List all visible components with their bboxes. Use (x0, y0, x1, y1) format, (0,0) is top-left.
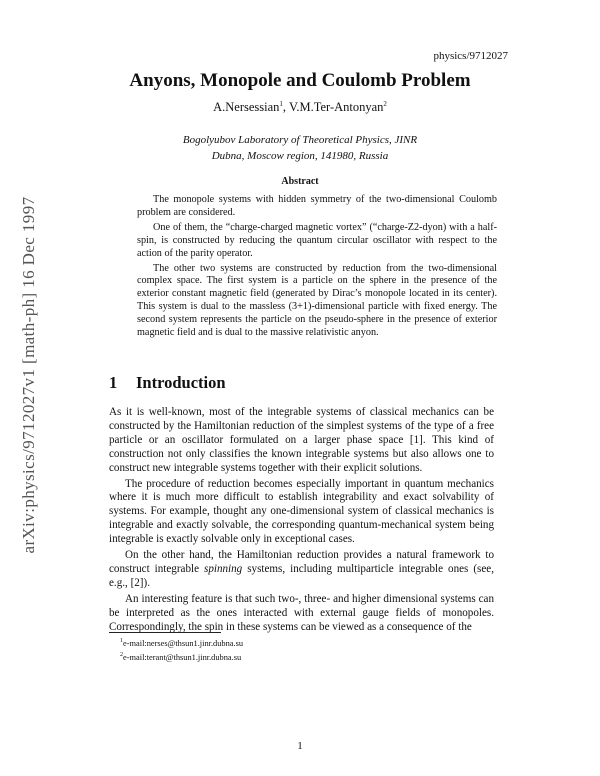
footnote-marker: 1 (279, 100, 283, 108)
paper-title: Anyons, Monopole and Coulomb Problem (129, 70, 471, 91)
page-number: 1 (297, 740, 303, 752)
abstract-paragraph: The monopole systems with hidden symmetry of the two-dimensional Coulomb problem are considered. (137, 194, 497, 218)
body-paragraph (109, 549, 494, 591)
abstract-paragraph: One of them, the “charge-charged magnetic vortex” (“charge-Z2-dyon) with a half-spin, is constructed by reducing the quantum circular oscillator with respect to the action of the parity operator. (137, 221, 497, 259)
author-name: A.Nersessian (213, 100, 280, 115)
footnote-mark: 2 (120, 651, 123, 658)
section-title: Introduction (136, 373, 226, 392)
emphasized-term: spinning (204, 562, 243, 575)
footnote (120, 636, 243, 650)
author-list (0, 100, 600, 115)
body-text-run: On the other hand, the Hamiltonian reduction provides a natural framework to construct integrable (109, 549, 494, 575)
affiliation-line: Bogolyubov Laboratory of Theoretical Physics, JINR (182, 134, 418, 146)
footnote (120, 650, 243, 664)
abstract-paragraph: The other two systems are constructed by reduction from the two-dimensional complex space. The first system is a particle on the sphere in the presence of the exterior constant magnetic field (generated by Dirac’s monopole located in its center). This system is dual to the massless (3+1)-dimensional particle with fixed energy. The second system represents the particle on the pseudo-sphere in the presence of exterior magnetic field and is dual to the massive relativistic anyon. (137, 262, 497, 339)
body-paragraph: An interesting feature is that such two-, three- and higher dimensional systems can be interpreted as the ones interacted with external gauge fields of monopoles. Correspondingly, the spin in these systems can be viewed as a consequence of the (109, 592, 494, 633)
footnote-email: e-mail:nerses@thsun1.jinr.dubna.su (123, 638, 244, 648)
section-number: 1 (109, 373, 118, 392)
section-heading (109, 373, 226, 393)
footnote-email: e-mail:terant@thsun1.jinr.dubna.su (123, 652, 242, 662)
body-text (109, 406, 494, 637)
footnote-marker: 2 (383, 100, 387, 108)
affiliation-line: Dubna, Moscow region, 141980, Russia (211, 150, 389, 162)
affiliation (0, 132, 600, 164)
abstract-body (137, 194, 497, 342)
arxiv-sidebar-stamp (14, 160, 44, 590)
author-separator: , (282, 100, 289, 115)
preprint-number: physics/9712027 (433, 50, 508, 62)
body-paragraph: The procedure of reduction becomes especially important in quantum mechanics where it is much more difficult to establish integrability and exact solvability of systems. For example, thought any one-dimensional system of classical mechanics is integrable and exactly solvable, the corresponding quantum-mechanical system being integrable is exactly solvable only in exceptional cases. (109, 477, 494, 546)
footnotes (120, 636, 243, 663)
author-name: V.M.Ter-Antonyan (288, 100, 384, 115)
body-paragraph: As it is well-known, most of the integrable systems of classical mechanics can be constructed by the Hamiltonian reduction of the simplest systems of the type of a free particle or an oscillator formulated on a larger phase space [1]. This kind of construction not only classifies the known integrable systems but also allows one to construct new integrable systems together with their explicit solutions. (109, 406, 494, 474)
body-text-run: systems, including multiparticle integrable ones (see, e.g., [2]). (109, 562, 494, 589)
footnote-mark: 1 (120, 638, 123, 644)
footnote-divider (109, 632, 221, 633)
abstract-heading: Abstract (281, 176, 319, 187)
arxiv-identifier: arXiv:physics/9712027v1 [math-ph] 16 Dec 1997 (19, 196, 38, 554)
